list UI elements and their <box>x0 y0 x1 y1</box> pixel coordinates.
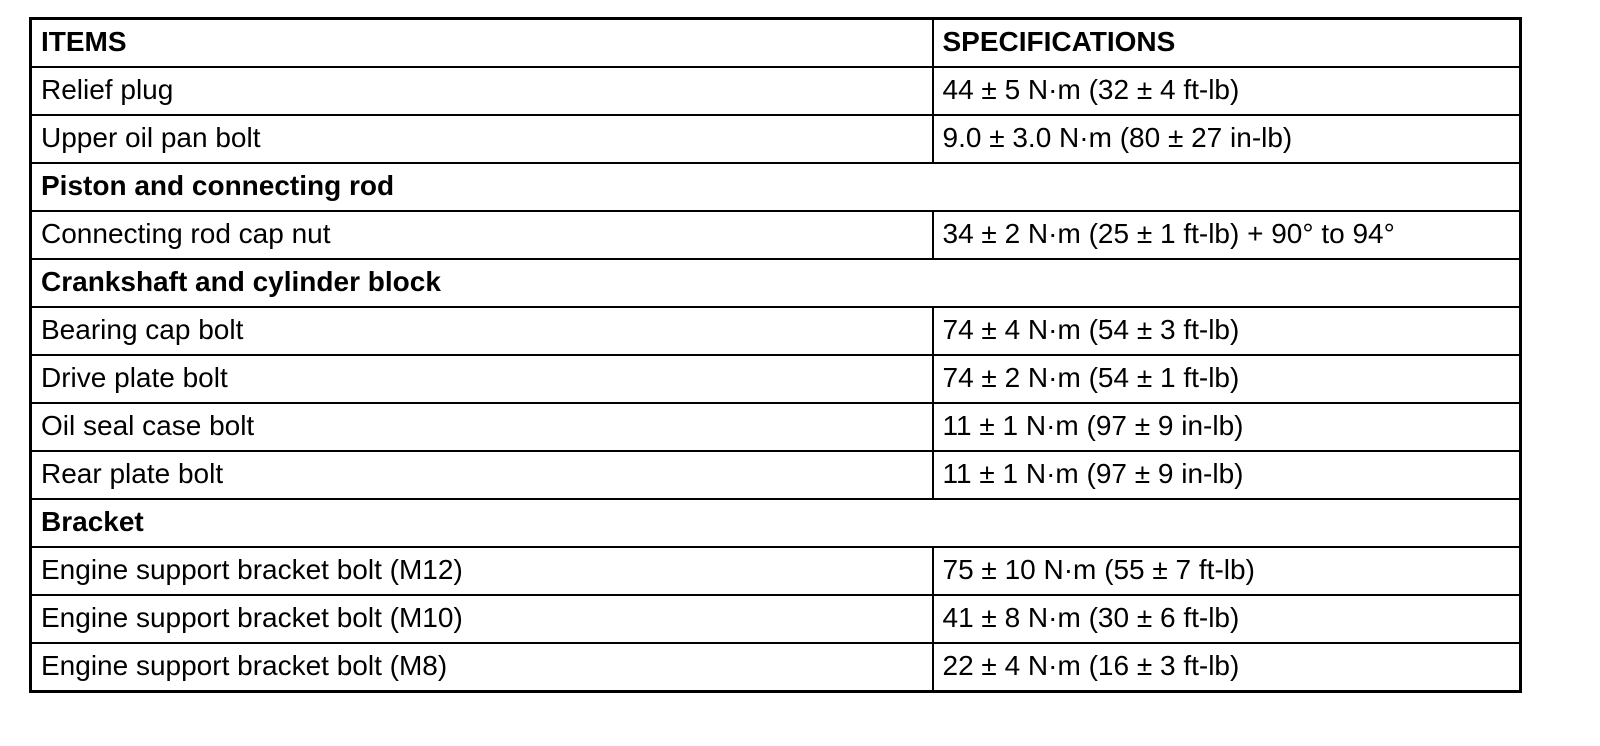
item-name: Rear plate bolt <box>31 451 933 499</box>
table-body <box>31 19 1521 692</box>
torque-spec-table <box>29 17 1522 693</box>
item-spec: 74 ± 2 N·m (54 ± 1 ft-lb) <box>933 355 1521 403</box>
section-title: Bracket <box>31 499 1521 547</box>
item-spec: 75 ± 10 N·m (55 ± 7 ft-lb) <box>933 547 1521 595</box>
item-spec: 11 ± 1 N·m (97 ± 9 in-lb) <box>933 403 1521 451</box>
header-items: ITEMS <box>31 19 933 68</box>
item-name: Engine support bracket bolt (M8) <box>31 643 933 692</box>
item-spec: 44 ± 5 N·m (32 ± 4 ft-lb) <box>933 67 1521 115</box>
table-row <box>31 67 1521 115</box>
item-spec: 22 ± 4 N·m (16 ± 3 ft-lb) <box>933 643 1521 692</box>
section-row <box>31 259 1521 307</box>
header-specifications: SPECIFICATIONS <box>933 19 1521 68</box>
section-title: Piston and connecting rod <box>31 163 1521 211</box>
table-row <box>31 307 1521 355</box>
item-name: Engine support bracket bolt (M10) <box>31 595 933 643</box>
table-row <box>31 115 1521 163</box>
item-name: Relief plug <box>31 67 933 115</box>
table-row <box>31 643 1521 692</box>
item-spec: 41 ± 8 N·m (30 ± 6 ft-lb) <box>933 595 1521 643</box>
table-row <box>31 595 1521 643</box>
table-row <box>31 211 1521 259</box>
item-name: Oil seal case bolt <box>31 403 933 451</box>
table-row <box>31 547 1521 595</box>
item-name: Engine support bracket bolt (M12) <box>31 547 933 595</box>
table-row <box>31 355 1521 403</box>
section-title: Crankshaft and cylinder block <box>31 259 1521 307</box>
item-name: Upper oil pan bolt <box>31 115 933 163</box>
item-spec: 9.0 ± 3.0 N·m (80 ± 27 in-lb) <box>933 115 1521 163</box>
item-spec: 74 ± 4 N·m (54 ± 3 ft-lb) <box>933 307 1521 355</box>
table-row <box>31 403 1521 451</box>
item-name: Bearing cap bolt <box>31 307 933 355</box>
table-header-row <box>31 19 1521 68</box>
item-spec: 34 ± 2 N·m (25 ± 1 ft-lb) + 90° to 94° <box>933 211 1521 259</box>
section-row <box>31 163 1521 211</box>
item-name: Drive plate bolt <box>31 355 933 403</box>
table-row <box>31 451 1521 499</box>
item-spec: 11 ± 1 N·m (97 ± 9 in-lb) <box>933 451 1521 499</box>
section-row <box>31 499 1521 547</box>
item-name: Connecting rod cap nut <box>31 211 933 259</box>
